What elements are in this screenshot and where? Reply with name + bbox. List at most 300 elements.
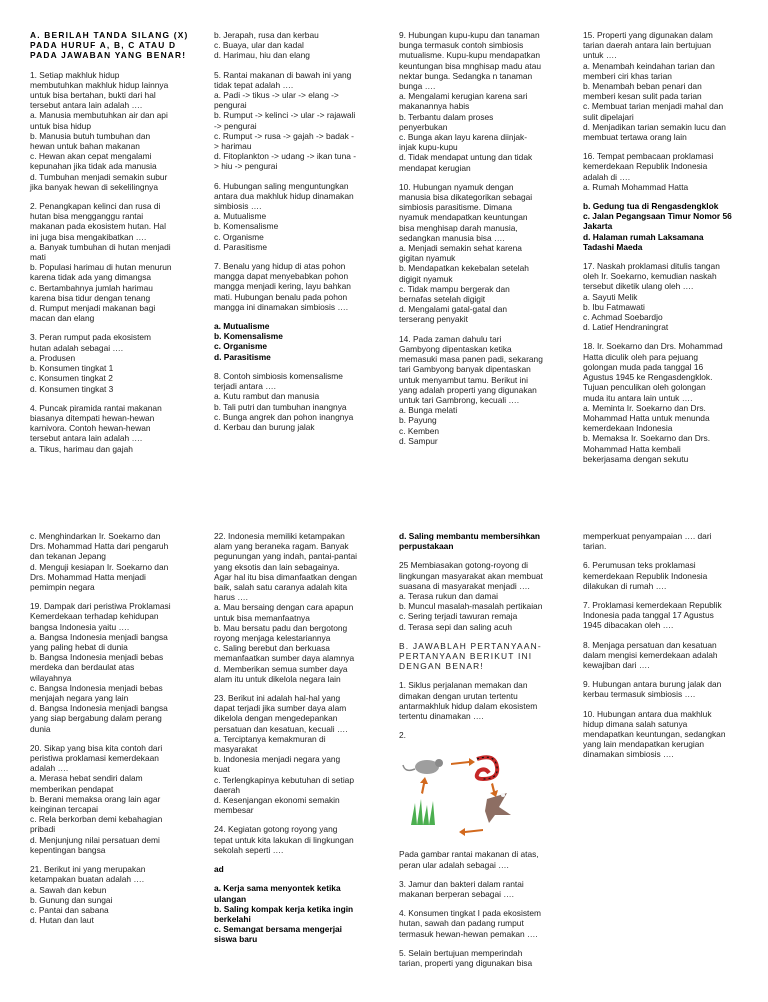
text-block — [399, 182, 567, 325]
text-line: baik, salah satu caranya adalah kita — [214, 582, 348, 593]
text-line: memberi ciri khas tarian — [583, 70, 672, 81]
text-line: d. Saling membantu membersihkan — [399, 531, 541, 541]
text-line: sedangkan manusia bisa …. — [399, 232, 505, 243]
text-line: kewajiban dari …. — [583, 660, 650, 671]
text-line: yang lain mendapatkan kerugian — [583, 739, 705, 750]
text-line: siswa baru — [214, 934, 258, 945]
text-line: d. Menjunjung nilai persatuan demi — [30, 834, 160, 845]
text-line: yang eksotis dan lain sebagainya. — [214, 561, 340, 572]
text-line: d. Terasa sepi dan saling acuh — [399, 621, 512, 632]
text-line: antarmakhluk hidup dalam ekosistem — [399, 700, 538, 711]
text-block — [583, 600, 751, 631]
text-line: yang siap bergabung dalam perang — [30, 713, 162, 724]
text-line: d. Kerbau dan burung jalak — [214, 421, 315, 432]
text-line: 8. Contoh simbiosis komensalisme — [214, 370, 343, 381]
text-line: lingkungan masyarakat akan membuat — [399, 570, 543, 581]
text-line: c. Organisme — [214, 231, 264, 242]
text-line: A. BERILAH TANDA SILANG (X) — [30, 30, 189, 40]
text-block — [399, 641, 567, 672]
text-line: sulit dipelajari — [583, 111, 634, 122]
text-line: menjajah negara yang lain — [30, 693, 129, 704]
text-line: nyamuk mendapatkan keuntungan — [399, 212, 528, 223]
text-line: bunga …. — [399, 81, 436, 92]
text-line: kemerdekaan Republik Indonesia — [583, 161, 708, 172]
text-line: muda itu antara lain untuk …. — [583, 392, 693, 403]
text-line: untuk bisa memanfaatnya — [214, 612, 310, 623]
text-line: Gambyong dipentaskan ketika — [399, 343, 512, 354]
text-line: b. Mendapatkan kekebalan setelah — [399, 263, 529, 274]
text-line: berkelahi — [214, 913, 251, 924]
text-line: gigitan nyamuk — [399, 253, 456, 264]
text-line: 14. Pada zaman dahulu tari — [399, 333, 502, 344]
snake-icon — [477, 758, 497, 780]
text-line: bangsa Indonesia yaitu …. — [30, 621, 130, 632]
text-line: d. Hutan dan laut — [30, 915, 94, 926]
text-line: b. Gedung tua di Rengasdengklok — [583, 201, 719, 212]
text-line: d. Memberikan semua sumber daya — [214, 663, 348, 674]
text-line: untuk bisa hidup — [30, 120, 91, 131]
text-line: daerah — [214, 784, 241, 795]
text-block — [30, 201, 198, 323]
text-block — [583, 709, 751, 760]
text-line: suasana di masyarakat menjadi …. — [399, 580, 530, 591]
text-line: a. Bunga melati — [399, 405, 458, 416]
text-line: memberikan pendapat — [30, 783, 114, 794]
text-line: memberi kesan sulit pada tarian — [583, 91, 702, 102]
text-line: c. Terlengkapinya kebutuhan di setiap — [214, 774, 354, 785]
text-block — [399, 849, 567, 869]
text-line: bernafas setelah digigit — [399, 294, 486, 305]
text-line: a. Manusia membutuhkan air dan api — [30, 110, 168, 121]
column-bottom-2 — [214, 531, 382, 954]
text-line: 8. Menjaga persatuan dan kesatuan — [583, 639, 717, 650]
text-line: b. Indonesia menjadi negara yang — [214, 754, 341, 765]
text-line: b. Gunung dan sungai — [30, 894, 113, 905]
text-line: d. Kesenjangan ekonomi semakin — [214, 795, 340, 806]
text-line: a. Rumah Mohammad Hatta — [583, 181, 689, 192]
text-line: b. Memaksa Ir. Soekarno dan Drs. — [583, 433, 711, 444]
text-line: 7. Benalu yang hidup di atas pohon — [214, 261, 346, 272]
text-line: c. Achmad Soebardjo — [583, 312, 663, 323]
text-block — [30, 70, 198, 192]
text-block — [399, 30, 567, 173]
column-top-4 — [583, 30, 751, 473]
text-line: 1. Setiap makhluk hidup — [30, 69, 120, 80]
text-line: 1. Siklus perjalanan memakan dan — [399, 680, 528, 691]
text-line: membesar — [214, 805, 254, 816]
text-line: b. Muncul masalah-masalah pertikaian — [399, 601, 543, 612]
column-bottom-4 — [583, 531, 751, 769]
text-line: dimakan dengan urutan tertentu — [399, 690, 518, 701]
text-line: pengurai — [214, 100, 247, 111]
text-line: c. Rela berkorban demi kebahagian — [30, 814, 163, 825]
text-line: a. Mengalami kerugian karena sari — [399, 91, 528, 102]
text-line: c. Rumput -> rusa -> gajah -> badak - — [214, 130, 354, 141]
text-line: mati — [30, 252, 46, 263]
text-line: d. Tidak mendapat untung dan tidak — [399, 152, 533, 163]
text-line: Indonesia pada tanggal 17 Agustus — [583, 610, 714, 621]
text-line: 23. Berikut ini adalah hal-hal yang — [214, 693, 341, 704]
text-line: b. Komensalisme — [214, 221, 279, 232]
text-block — [583, 531, 751, 551]
text-line: jika banyak hewan di sekelilingnya — [30, 181, 159, 192]
text-block — [214, 371, 382, 432]
text-line: membuat tertawa orang lain — [583, 132, 687, 143]
text-line: penyerbukan — [399, 121, 448, 132]
text-line: Drs. Mohammad Hatta menjadi — [30, 571, 146, 582]
text-line: c. Saling berebut dan berkuasa — [214, 643, 330, 654]
text-block — [399, 531, 567, 551]
text-line: c. Semangat bersama mengerjai — [214, 924, 343, 935]
text-line: > hiu -> pengurai — [214, 161, 278, 172]
text-block — [30, 864, 198, 925]
text-block — [399, 730, 567, 740]
text-line: untuk tari Gambrong, kecuali …. — [399, 394, 520, 405]
text-line: c. Membuat tarian menjadi mahal dan — [583, 101, 724, 112]
text-line: dapat terjadi jika sumber daya alam — [214, 703, 347, 714]
text-line: c. Kemben — [399, 425, 440, 436]
text-line: tersebut diketik ulang oleh …. — [583, 281, 694, 292]
text-line: hutan, sawah dan padang rumput — [399, 918, 524, 929]
text-line: dunia — [30, 723, 51, 734]
text-line: ketampakan buatan adalah …. — [30, 874, 145, 885]
text-line: hutan bisa mengganggu rantai — [30, 211, 144, 222]
text-line: b. Jerapah, rusa dan kerbau — [214, 30, 319, 40]
text-block — [583, 560, 751, 591]
text-line: mangga ini dinamakan simbiosis …. — [214, 301, 349, 312]
column-top-3 — [399, 30, 567, 455]
text-block — [214, 693, 382, 815]
text-block — [399, 560, 567, 631]
text-line: Hatta diculik oleh para pejuang — [583, 351, 699, 362]
text-line: 2. — [399, 730, 406, 741]
text-line: d. Parasitisme — [214, 241, 268, 252]
text-block — [399, 948, 567, 968]
text-line: d. Parasitisme — [214, 351, 271, 362]
text-line: bekerjasama dengan sekutu — [583, 453, 689, 464]
text-line: peran ular adalah sebagai …. — [399, 859, 509, 870]
text-line: b. Mau bersatu padu dan bergotong — [214, 622, 348, 633]
text-line: sekolah seperti …. — [214, 844, 284, 855]
text-line: yang adalah properti yang digunakan — [399, 384, 537, 395]
text-line: biasanya ditempati hewan-hewan — [30, 412, 155, 423]
text-line: tari Gambyong banyak dipentaskan — [399, 364, 531, 375]
text-line: makanan pada ekosistem hutan. Hal — [30, 221, 166, 232]
text-line: untuk bisa bertahan, bukti dari hal — [30, 90, 156, 101]
text-line: c. Organisme — [214, 341, 268, 352]
text-line: dilakukan di rumah …. — [583, 580, 667, 591]
text-line: memperkuat penyampaian …. dari — [583, 531, 712, 541]
text-line: b. Manusia butuh tumbuhan dan — [30, 130, 151, 141]
text-block — [214, 824, 382, 855]
text-line: PADA HURUF A, B, C ATAU D — [30, 40, 177, 51]
text-line: b. Tali putri dan tumbuhan inangnya — [214, 401, 347, 412]
text-line: b. Ibu Fatmawati — [583, 301, 645, 312]
text-line: merdeka dan berdaulat atas — [30, 662, 135, 673]
text-line: 19. Dampak dari peristiwa Proklamasi — [30, 601, 171, 612]
text-line: makanannya habis — [399, 101, 470, 112]
text-block — [214, 30, 382, 61]
text-line: manusia bisa dikategorikan sebagai — [399, 192, 533, 203]
text-line: masyarakat — [214, 744, 258, 755]
text-line: c. Bangsa Indonesia menjadi bebas — [30, 682, 163, 693]
text-line: golongan muda pada tanggal 16 — [583, 361, 704, 372]
text-block — [583, 30, 751, 142]
text-line: 9. Hubungan antara burung jalak dan — [583, 679, 722, 690]
text-line: -> pengurai — [214, 120, 257, 131]
text-line: 10. Hubungan nyamuk dengan — [399, 181, 514, 192]
text-line: mangga dapat menyebabkan pohon — [214, 271, 349, 282]
column-top-2 — [214, 30, 382, 441]
text-line: a. Mutualisme — [214, 211, 267, 222]
text-block — [214, 261, 382, 312]
text-line: PERTANYAAN BERIKUT INI — [399, 651, 533, 662]
text-line: hutan adalah sebagai …. — [30, 342, 124, 353]
text-line: d. Mengalami gatal-gatal dan — [399, 304, 508, 315]
text-block — [399, 879, 567, 899]
text-line: a. Menjadi semakin sehat karena — [399, 243, 522, 254]
text-line: c. Buaya, ular dan kadal — [214, 40, 304, 51]
text-block — [583, 679, 751, 699]
text-line: mutualisme. Kupu-kupu mendapatkan — [399, 50, 541, 61]
text-line: memasuki masa panen padi, sekarang — [399, 354, 543, 365]
text-line: a. Kutu rambut dan manusia — [214, 391, 320, 402]
text-line: d. Fitoplankton -> udang -> ikan tuna - — [214, 151, 356, 162]
text-line: b. Terbantu dalam proses — [399, 111, 494, 122]
text-line: oleh Ir. Soekarno, kemudian naskah — [583, 271, 717, 282]
text-line: 3. Peran rumput pada ekosistem — [30, 332, 152, 343]
text-line: untuk menyambut tamu. Berikut ini — [399, 374, 528, 385]
text-line: digigit nyamuk — [399, 273, 453, 284]
text-line: 1945 dibacakan oleh …. — [583, 620, 674, 631]
text-line: termasuk hewan-hewan pemakan …. — [399, 928, 538, 939]
text-line: membutuhkan makhluk hidup lainnya — [30, 79, 169, 90]
eagle-icon — [485, 793, 511, 823]
text-line: a. Produsen — [30, 352, 76, 363]
text-line: hidup dimana salah satunya — [583, 718, 688, 729]
text-line: B. JAWABLAH PERTANYAAN- — [399, 640, 542, 651]
text-line: tarian. — [583, 541, 607, 552]
text-line: 24. Kegiatan gotong royong yang — [214, 824, 338, 835]
text-line: kepentingan bangsa — [30, 844, 106, 855]
text-line: Agustus 1945 ke Rengasdengklok. — [583, 372, 713, 383]
text-line: perpustakaan — [399, 541, 454, 552]
text-line: kerbau termasuk simbiosis …. — [583, 689, 696, 700]
text-line: karnivora. Contoh hewan-hewan — [30, 423, 151, 434]
text-block — [583, 341, 751, 463]
text-line: d. Latief Hendraningrat — [583, 322, 669, 333]
text-line: Drs. Mohammad Hatta dari pengaruh — [30, 541, 169, 552]
text-line: a. Tikus, harimau dan gajah — [30, 443, 133, 454]
text-line: mati. Hubungan benalu pada pohon — [214, 291, 348, 302]
text-block — [214, 321, 382, 362]
text-line: d. Rumput menjadi makanan bagi — [30, 303, 156, 314]
text-line: b. Berani memaksa orang lain agar — [30, 793, 161, 804]
text-line: d. Menjadikan tarian semakin lucu dan — [583, 121, 726, 132]
text-line: terjadi antara …. — [214, 381, 276, 392]
text-line: 4. Konsumen tingkat I pada ekosistem — [399, 908, 541, 919]
text-line: bunga termasuk contoh simbiosis — [399, 40, 524, 51]
text-line: simbiosis …. — [214, 201, 262, 212]
text-line: a. Sayuti Melik — [583, 291, 638, 302]
text-line: Tadashi Maeda — [583, 241, 643, 252]
text-block — [583, 261, 751, 332]
text-line: macan dan elang — [30, 313, 95, 324]
text-line: > harimau — [214, 141, 252, 152]
text-block — [30, 403, 198, 454]
text-line: adalah …. — [30, 763, 69, 774]
text-line: simbiosis parasitisme. Dimana — [399, 202, 513, 213]
text-line: a. Terasa rukun dan damai — [399, 591, 499, 602]
text-line: 25 Membiasakan gotong-royong di — [399, 560, 528, 571]
text-block — [214, 864, 382, 874]
text-line: Mohammad Hatta untuk menunda — [583, 412, 710, 423]
text-line: 6. Hubungan saling menguntungkan — [214, 180, 349, 191]
text-line: terserang penyakit — [399, 314, 468, 325]
text-line: adalah di …. — [583, 171, 631, 182]
text-line: karena bisa tidur dengan tenang — [30, 292, 151, 303]
text-line: mendapat kerugian — [399, 162, 471, 173]
text-line: nektar bunga. Sedangka n tanaman — [399, 70, 533, 81]
column-bottom-3 — [399, 531, 567, 977]
text-block — [214, 531, 382, 684]
text-line: 15. Properti yang digunakan dalam — [583, 30, 713, 40]
text-line: c. Bertambahnya jumlah harimau — [30, 282, 153, 293]
text-line: mendapatkan keuntungan, sedangkan — [583, 729, 726, 740]
text-line: c. Menghindarkan Ir. Soekarno dan — [30, 531, 161, 541]
text-line: tersebut antara lain adalah …. — [30, 433, 143, 444]
text-line: wilayahnya — [30, 672, 72, 683]
text-line: Mohammad Hatta kembali — [583, 443, 681, 454]
food-chain-picture — [399, 749, 517, 841]
text-block — [399, 334, 567, 446]
text-block — [214, 883, 382, 944]
text-line: ulangan — [214, 893, 247, 904]
text-line: untuk …. — [583, 50, 617, 61]
text-line: pemimpin negara — [30, 582, 95, 593]
text-line: 9. Hubungan kupu-kupu dan tanaman — [399, 30, 540, 40]
text-line: kemerdekaan Indonesia — [583, 423, 673, 434]
text-line: a. Merasa hebat sendiri dalam — [30, 773, 143, 784]
text-line: 16. Tempat pembacaan proklamasi — [583, 151, 714, 162]
text-line: injak kupu-kupu — [399, 142, 458, 153]
text-line: a. Mutualisme — [214, 321, 270, 332]
text-line: a. Mau bersaing dengan cara apapun — [214, 602, 354, 613]
text-line: b. Saling kompak kerja ketika ingin — [214, 903, 354, 914]
text-line: a. Bangsa Indonesia menjadi bangsa — [30, 631, 168, 642]
text-block — [30, 531, 198, 592]
text-line: tidak tepat adalah …. — [214, 79, 294, 90]
text-block — [30, 332, 198, 393]
text-line: c. Pantai dan sabana — [30, 904, 109, 915]
text-block — [214, 70, 382, 172]
text-line: kemerdekaan Republik Indonesia — [583, 570, 708, 581]
text-line: yang paling hebat di dunia — [30, 642, 128, 653]
text-line: a. Menambah keindahan tarian dan — [583, 60, 715, 71]
text-line: Kemerdekaan terhadap kehidupan — [30, 611, 159, 622]
text-line: b. Konsumen tingkat 1 — [30, 363, 114, 374]
text-line: ini juga bisa mengakibatkan …. — [30, 231, 147, 242]
text-line: kepunahan jika tidak ada manusia — [30, 161, 157, 172]
text-line: alam itu untuk dikelola negara lain — [214, 673, 341, 684]
text-line: harus …. — [214, 592, 248, 603]
text-line: dikelola dengan mengedepankan — [214, 713, 338, 724]
text-line: makanan berperan sebagai …. — [399, 889, 514, 900]
column-top-1 — [30, 30, 198, 463]
text-line: 20. Sikap yang bisa kita contoh dari — [30, 742, 163, 753]
text-line: mangga menjadi kering, layu bahkan — [214, 281, 351, 292]
text-line: alam yang beraneka ragam. Banyak — [214, 541, 349, 552]
text-line: c. Hewan akan cepat mengalami — [30, 151, 152, 162]
text-block — [30, 601, 198, 734]
text-line: ad — [214, 864, 224, 875]
text-line: tepat untuk kita lakukan di lingkungan — [214, 834, 354, 845]
column-bottom-1 — [30, 531, 198, 934]
text-line: d. Harimau, hiu dan elang — [214, 50, 310, 61]
text-line: bisa menghisap darah manusia, — [399, 222, 518, 233]
text-line: a. Padi -> tikus -> ular -> elang -> — [214, 90, 339, 101]
text-line: persatuan dan kesatuan, kecuali …. — [214, 723, 348, 734]
text-line: 10. Hubungan antara dua makhluk — [583, 708, 712, 719]
text-line: c. Bunga angrek dan pohon inangnya — [214, 411, 354, 422]
text-line: b. Bangsa Indonesia menjadi bebas — [30, 652, 164, 663]
text-line: hewan untuk bahan makanan — [30, 141, 140, 152]
text-line: DENGAN BENAR! — [399, 661, 484, 672]
text-line: karena tidak ada yang dimangsa — [30, 272, 152, 283]
text-line: Jakarta — [583, 221, 613, 232]
text-block — [583, 640, 751, 671]
text-line: c. Bunga akan layu karena diinjak- — [399, 132, 528, 143]
rat-icon — [403, 759, 443, 774]
text-line: peristiwa proklamasi kemerdekaan — [30, 753, 159, 764]
text-line: tertentu dinamakan …. — [399, 711, 484, 722]
text-line: 2. Penangkapan kelinci dan rusa di — [30, 201, 161, 212]
text-line: d. Bangsa Indonesia menjadi bangsa — [30, 703, 168, 714]
text-line: dinamakan simbiosis …. — [583, 749, 674, 760]
text-line: royong menjaga kelestariannya — [214, 633, 331, 644]
text-line: 7. Proklamasi kemerdekaan Republik — [583, 600, 722, 611]
text-line: 3. Jamur dan bakteri dalam rantai — [399, 878, 524, 889]
text-line: 5. Selain bertujuan memperindah — [399, 947, 523, 958]
text-line: dalam mengisi kemerdekaan adalah — [583, 649, 718, 660]
text-line: a. Meminta Ir. Soekarno dan Drs. — [583, 402, 706, 413]
text-line: c. Sering terjadi tawuran remaja — [399, 611, 518, 622]
text-line: PADA JAWABAN YANG BENAR! — [30, 50, 187, 61]
text-line: keuntungan bisa mnghisap madu atau — [399, 60, 542, 71]
text-line: c. Jalan Pegangsaan Timur Nomor 56 — [583, 211, 732, 222]
text-line: d. Halaman rumah Laksamana — [583, 231, 704, 242]
text-line: 21. Berikut ini yang merupakan — [30, 864, 146, 875]
text-line: c. Konsumen tingkat 2 — [30, 373, 113, 384]
text-line: d. Sampur — [399, 435, 438, 446]
text-block — [399, 680, 567, 721]
text-line: b. Populasi harimau di hutan menurun — [30, 262, 172, 273]
grass-icon — [411, 799, 435, 825]
text-block — [30, 743, 198, 855]
text-line: a. Banyak tumbuhan di hutan menjadi — [30, 241, 171, 252]
text-line: b. Payung — [399, 415, 437, 426]
text-line: d. Menguji kesiapan Ir. Soekarno dan — [30, 561, 169, 572]
text-line: memanfaatkan sumber daya alamnya — [214, 653, 355, 664]
text-line: tarian daerah antara lain bertujuan — [583, 40, 712, 51]
text-line: dan tekanan Jepang — [30, 551, 106, 562]
text-line: a. Terciptanya kemakmuran di — [214, 733, 326, 744]
text-line: 17. Naskah proklamasi ditulis tangan — [583, 261, 720, 272]
text-line: 6. Perumusan teks proklamasi — [583, 560, 696, 571]
text-line: pegunungan yang indah, pantai-pantai — [214, 551, 357, 562]
text-line: b. Rumput -> kelinci -> ular -> rajawali — [214, 110, 356, 121]
text-line: b. Menambah beban penari dan — [583, 81, 702, 92]
